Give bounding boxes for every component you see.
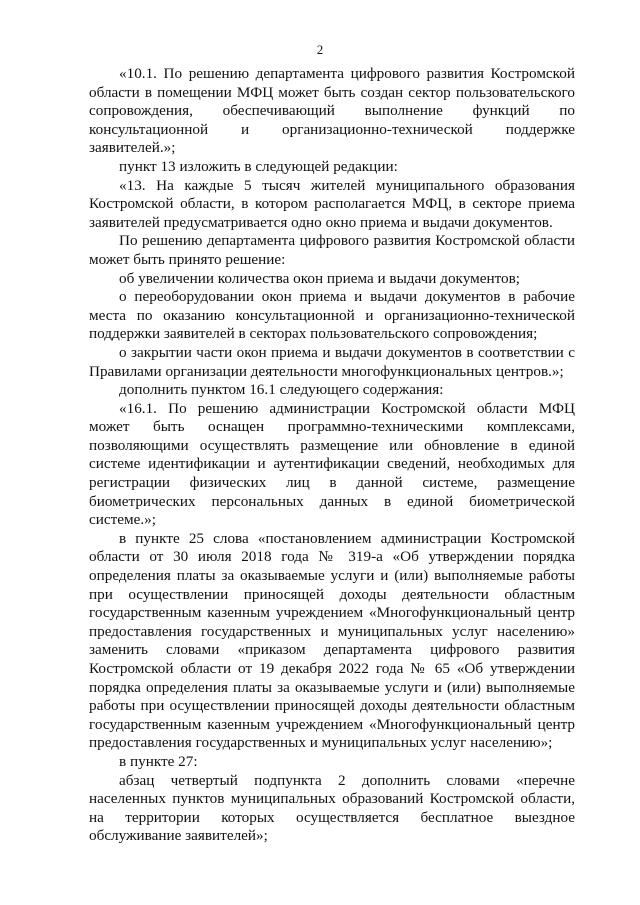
paragraph-point-13-intro: пункт 13 изложить в следующей редакции: bbox=[119, 157, 398, 175]
paragraph-16-1: «16.1. По решению администрации Костромской области МФЦ может быть оснащен программно-техническими комплексами, позволяющими осуществлять размещение или обновление в единой системе идентификации и аутентификации сведений, необходимых для регистрации физических лиц в данной системе, размещение биометрических персональных данных в единой биометрической системе.»; bbox=[89, 399, 575, 529]
paragraph-decision: По решению департамента цифрового развития Костромской области может быть принято решение: bbox=[89, 232, 575, 268]
document-body bbox=[89, 65, 575, 846]
paragraph-point-27: в пункте 27: bbox=[119, 752, 198, 770]
page-number: 2 bbox=[316, 42, 324, 57]
paragraph-increase-windows: об увеличении количества окон приема и выдачи документов; bbox=[119, 269, 521, 287]
paragraph-subpoint-2: абзац четвертый подпункта 2 дополнить словами «перечне населенных пунктов муниципальных образований Костромской области, на территории которых осуществляется бесплатное выездное обслуживание заявителей»; bbox=[89, 771, 575, 845]
paragraph-13: «13. На каждые 5 тысяч жителей муниципального образования Костромской области, в котором располагается МФЦ, в секторе приема заявителей предусматривается одно окно приема и выдачи документов. bbox=[89, 176, 575, 231]
paragraph-10-1: «10.1. По решению департамента цифрового развития Костромской области в помещении МФЦ может быть создан сектор пользовательского сопровождения, обеспечивающий выполнение функций по консультационной и организационно-технической поддержке заявителей.»; bbox=[89, 65, 575, 157]
paragraph-add-16-1: дополнить пунктом 16.1 следующего содержания: bbox=[119, 381, 444, 399]
paragraph-point-25: в пункте 25 слова «постановлением администрации Костромской области от 30 июля 2018 года № 319-а «Об утверждении порядка определения платы за оказываемые услуги и (или) выполняемые работы при осуществлении приносящей доходы деятельности областным государственным казенным учреждением «Многофункциональный центр предоставления государственных и муниципальных услуг населению» заменить словами «приказом департамента цифрового развития Костромской области от 19 декабря 2022 года № 65 «Об утверждении порядка определения платы за оказываемые услуги и (или) выполняемые работы при осуществлении приносящей доходы деятельности областным государственным казенным учреждением «Многофункциональный центр предоставления государственных и муниципальных услуг населению»; bbox=[89, 529, 575, 752]
paragraph-close-windows: о закрытии части окон приема и выдачи документов в соответствии с Правилами организации деятельности многофункциональных центров.»; bbox=[89, 343, 575, 380]
paragraph-reequip-windows: о переоборудовании окон приема и выдачи документов в рабочие места по оказанию консультационной и организационно-технической поддержки заявителей в секторах пользовательского сопровождения; bbox=[89, 288, 575, 343]
